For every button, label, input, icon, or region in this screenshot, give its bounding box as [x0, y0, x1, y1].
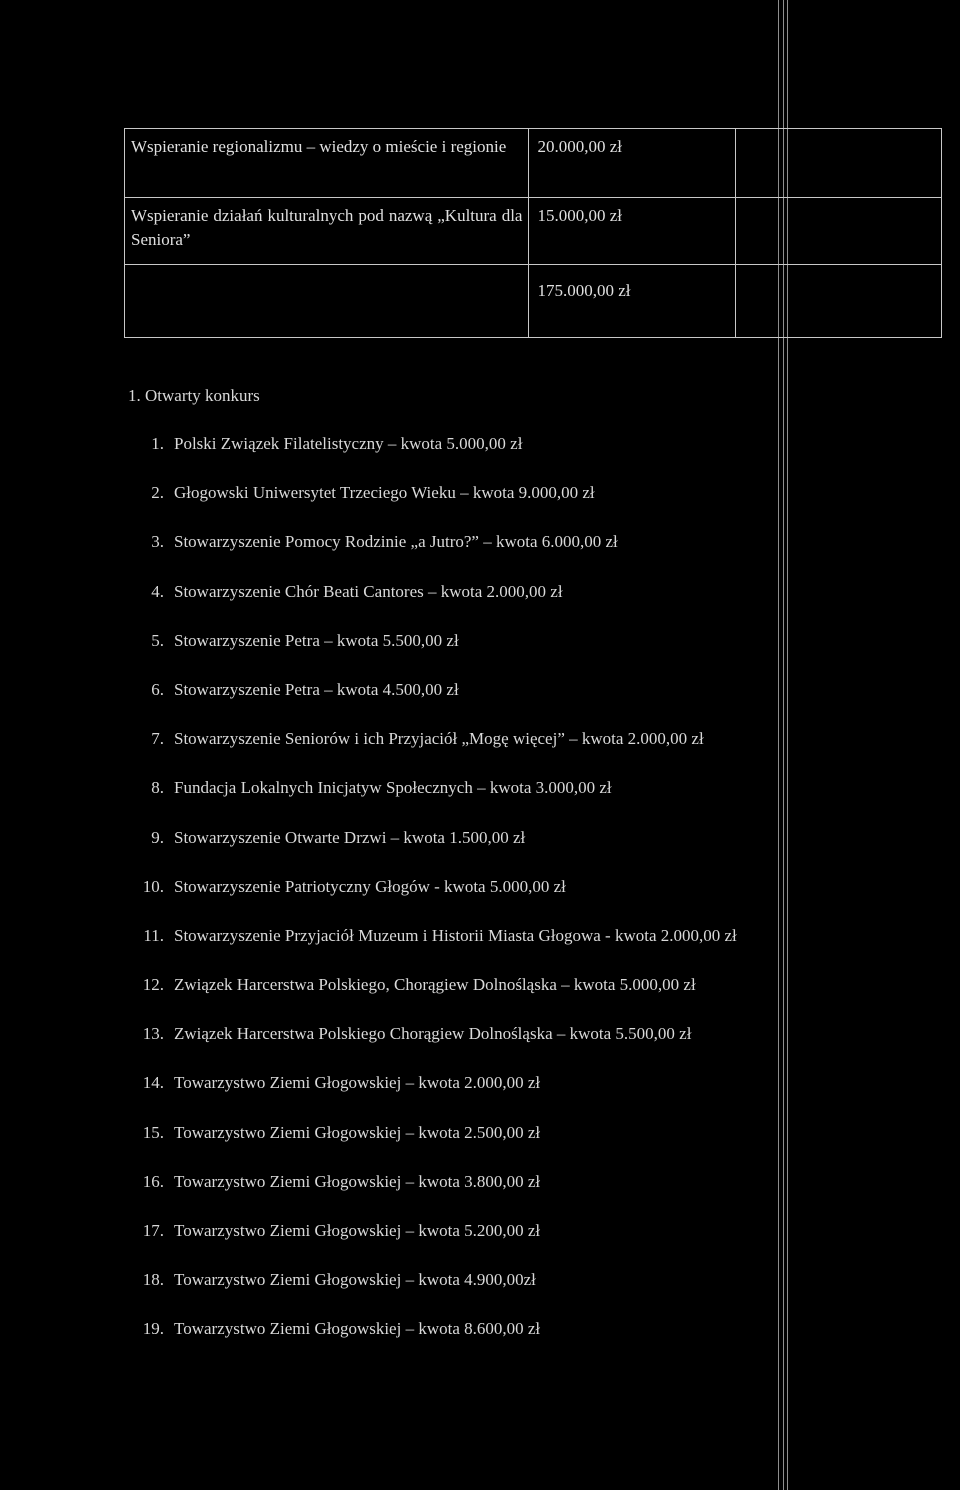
table-row — [125, 198, 942, 265]
table-row — [125, 265, 942, 338]
budget-table — [124, 128, 942, 338]
list-item — [128, 826, 737, 875]
list-item — [128, 1317, 737, 1366]
list-item-text: Stowarzyszenie Patriotyczny Głogów - kwota 5.000,00 zł — [174, 876, 566, 896]
list-item-number: 5. — [151, 630, 164, 650]
list-item-text: Towarzystwo Ziemi Głogowskiej – kwota 2.000,00 zł — [174, 1073, 541, 1093]
list-item — [128, 924, 737, 973]
list-item-text: Polski Związek Filatelistyczny – kwota 5.000,00 zł — [174, 434, 523, 453]
list-item-text: Głogowski Uniwersytet Trzeciego Wieku – kwota 9.000,00 zł — [174, 483, 595, 503]
list-item-text: Towarzystwo Ziemi Głogowskiej – kwota 3.800,00 zł — [174, 1171, 541, 1191]
list-item-text: Związek Harcerstwa Polskiego, Chorągiew Dolnośląska – kwota 5.000,00 zł — [174, 975, 696, 995]
list-item-text: Towarzystwo Ziemi Głogowskiej – kwota 2.500,00 zł — [174, 1122, 541, 1142]
list-item-number: 16. — [142, 1171, 164, 1191]
empty-cell — [125, 265, 529, 338]
list-item-text: Fundacja Lokalnych Inicjatyw Społecznych – kwota 3.000,00 zł — [174, 778, 612, 798]
budget-total: 175.000,00 zł — [529, 265, 735, 338]
budget-description: Wspieranie regionalizmu – wiedzy o mieście i regionie — [125, 129, 529, 198]
list-item-number: 15. — [142, 1122, 164, 1142]
list-item — [128, 1121, 737, 1170]
empty-cell — [735, 265, 941, 338]
list-item-text: Stowarzyszenie Pomocy Rodzinie „a Jutro?” – kwota 6.000,00 zł — [174, 532, 618, 552]
budget-amount: 15.000,00 zł — [529, 198, 735, 265]
list-item — [128, 432, 737, 481]
list-item-number: 13. — [142, 1024, 164, 1044]
list-item — [128, 1170, 737, 1219]
list-item-number: 2. — [151, 483, 164, 503]
list-item — [128, 1071, 737, 1120]
list-item-number: 1. — [151, 434, 164, 453]
list-item-number: 7. — [151, 729, 164, 749]
table-row — [125, 129, 942, 198]
list-item-text: Towarzystwo Ziemi Głogowskiej – kwota 4.900,00zł — [174, 1270, 536, 1290]
list-item-number: 9. — [151, 827, 164, 847]
list-item-text: Stowarzyszenie Chór Beati Cantores – kwota 2.000,00 zł — [174, 581, 563, 601]
list-item-text: Stowarzyszenie Seniorów i ich Przyjaciół „Mogę więcej” – kwota 2.000,00 zł — [174, 729, 704, 749]
list-item-text: Stowarzyszenie Petra – kwota 4.500,00 zł — [174, 679, 459, 699]
budget-description: Wspieranie działań kulturalnych pod nazwą „Kultura dla Seniora” — [125, 198, 529, 265]
list-item — [128, 973, 737, 1022]
list-item-number: 6. — [151, 679, 164, 699]
list-item-text: Stowarzyszenie Przyjaciół Muzeum i Historii Miasta Głogowa - kwota 2.000,00 zł — [174, 925, 737, 945]
list-item-text: Stowarzyszenie Petra – kwota 5.500,00 zł — [174, 630, 459, 650]
list-item — [128, 1219, 737, 1268]
list-item — [128, 1268, 737, 1317]
list-item-number: 12. — [142, 975, 164, 995]
section-heading: 1. Otwarty konkurs — [128, 386, 260, 405]
list-item — [128, 776, 737, 825]
budget-amount: 20.000,00 zł — [529, 129, 735, 198]
list-item-text: Towarzystwo Ziemi Głogowskiej – kwota 5.200,00 zł — [174, 1221, 541, 1240]
grant-list — [128, 432, 737, 1367]
list-item — [128, 875, 737, 924]
list-item — [128, 1022, 737, 1071]
list-item-number: 18. — [142, 1270, 164, 1290]
list-item-number: 19. — [142, 1319, 164, 1339]
list-item-number: 17. — [142, 1221, 164, 1240]
list-item-number: 3. — [151, 532, 164, 552]
list-item — [128, 678, 737, 727]
list-item — [128, 530, 737, 579]
list-item-text: Stowarzyszenie Otwarte Drzwi – kwota 1.500,00 zł — [174, 827, 526, 847]
list-item — [128, 481, 737, 530]
empty-cell — [735, 198, 941, 265]
list-item — [128, 580, 737, 629]
list-item-number: 10. — [142, 876, 164, 896]
list-item-number: 8. — [151, 778, 164, 798]
list-item — [128, 727, 737, 776]
empty-cell — [735, 129, 941, 198]
list-item-number: 14. — [142, 1073, 164, 1093]
list-item — [128, 629, 737, 678]
list-item-text: Związek Harcerstwa Polskiego Chorągiew Dolnośląska – kwota 5.500,00 zł — [174, 1024, 692, 1044]
list-item-text: Towarzystwo Ziemi Głogowskiej – kwota 8.600,00 zł — [174, 1319, 541, 1339]
list-item-number: 4. — [151, 581, 164, 601]
list-item-number: 11. — [143, 925, 164, 945]
